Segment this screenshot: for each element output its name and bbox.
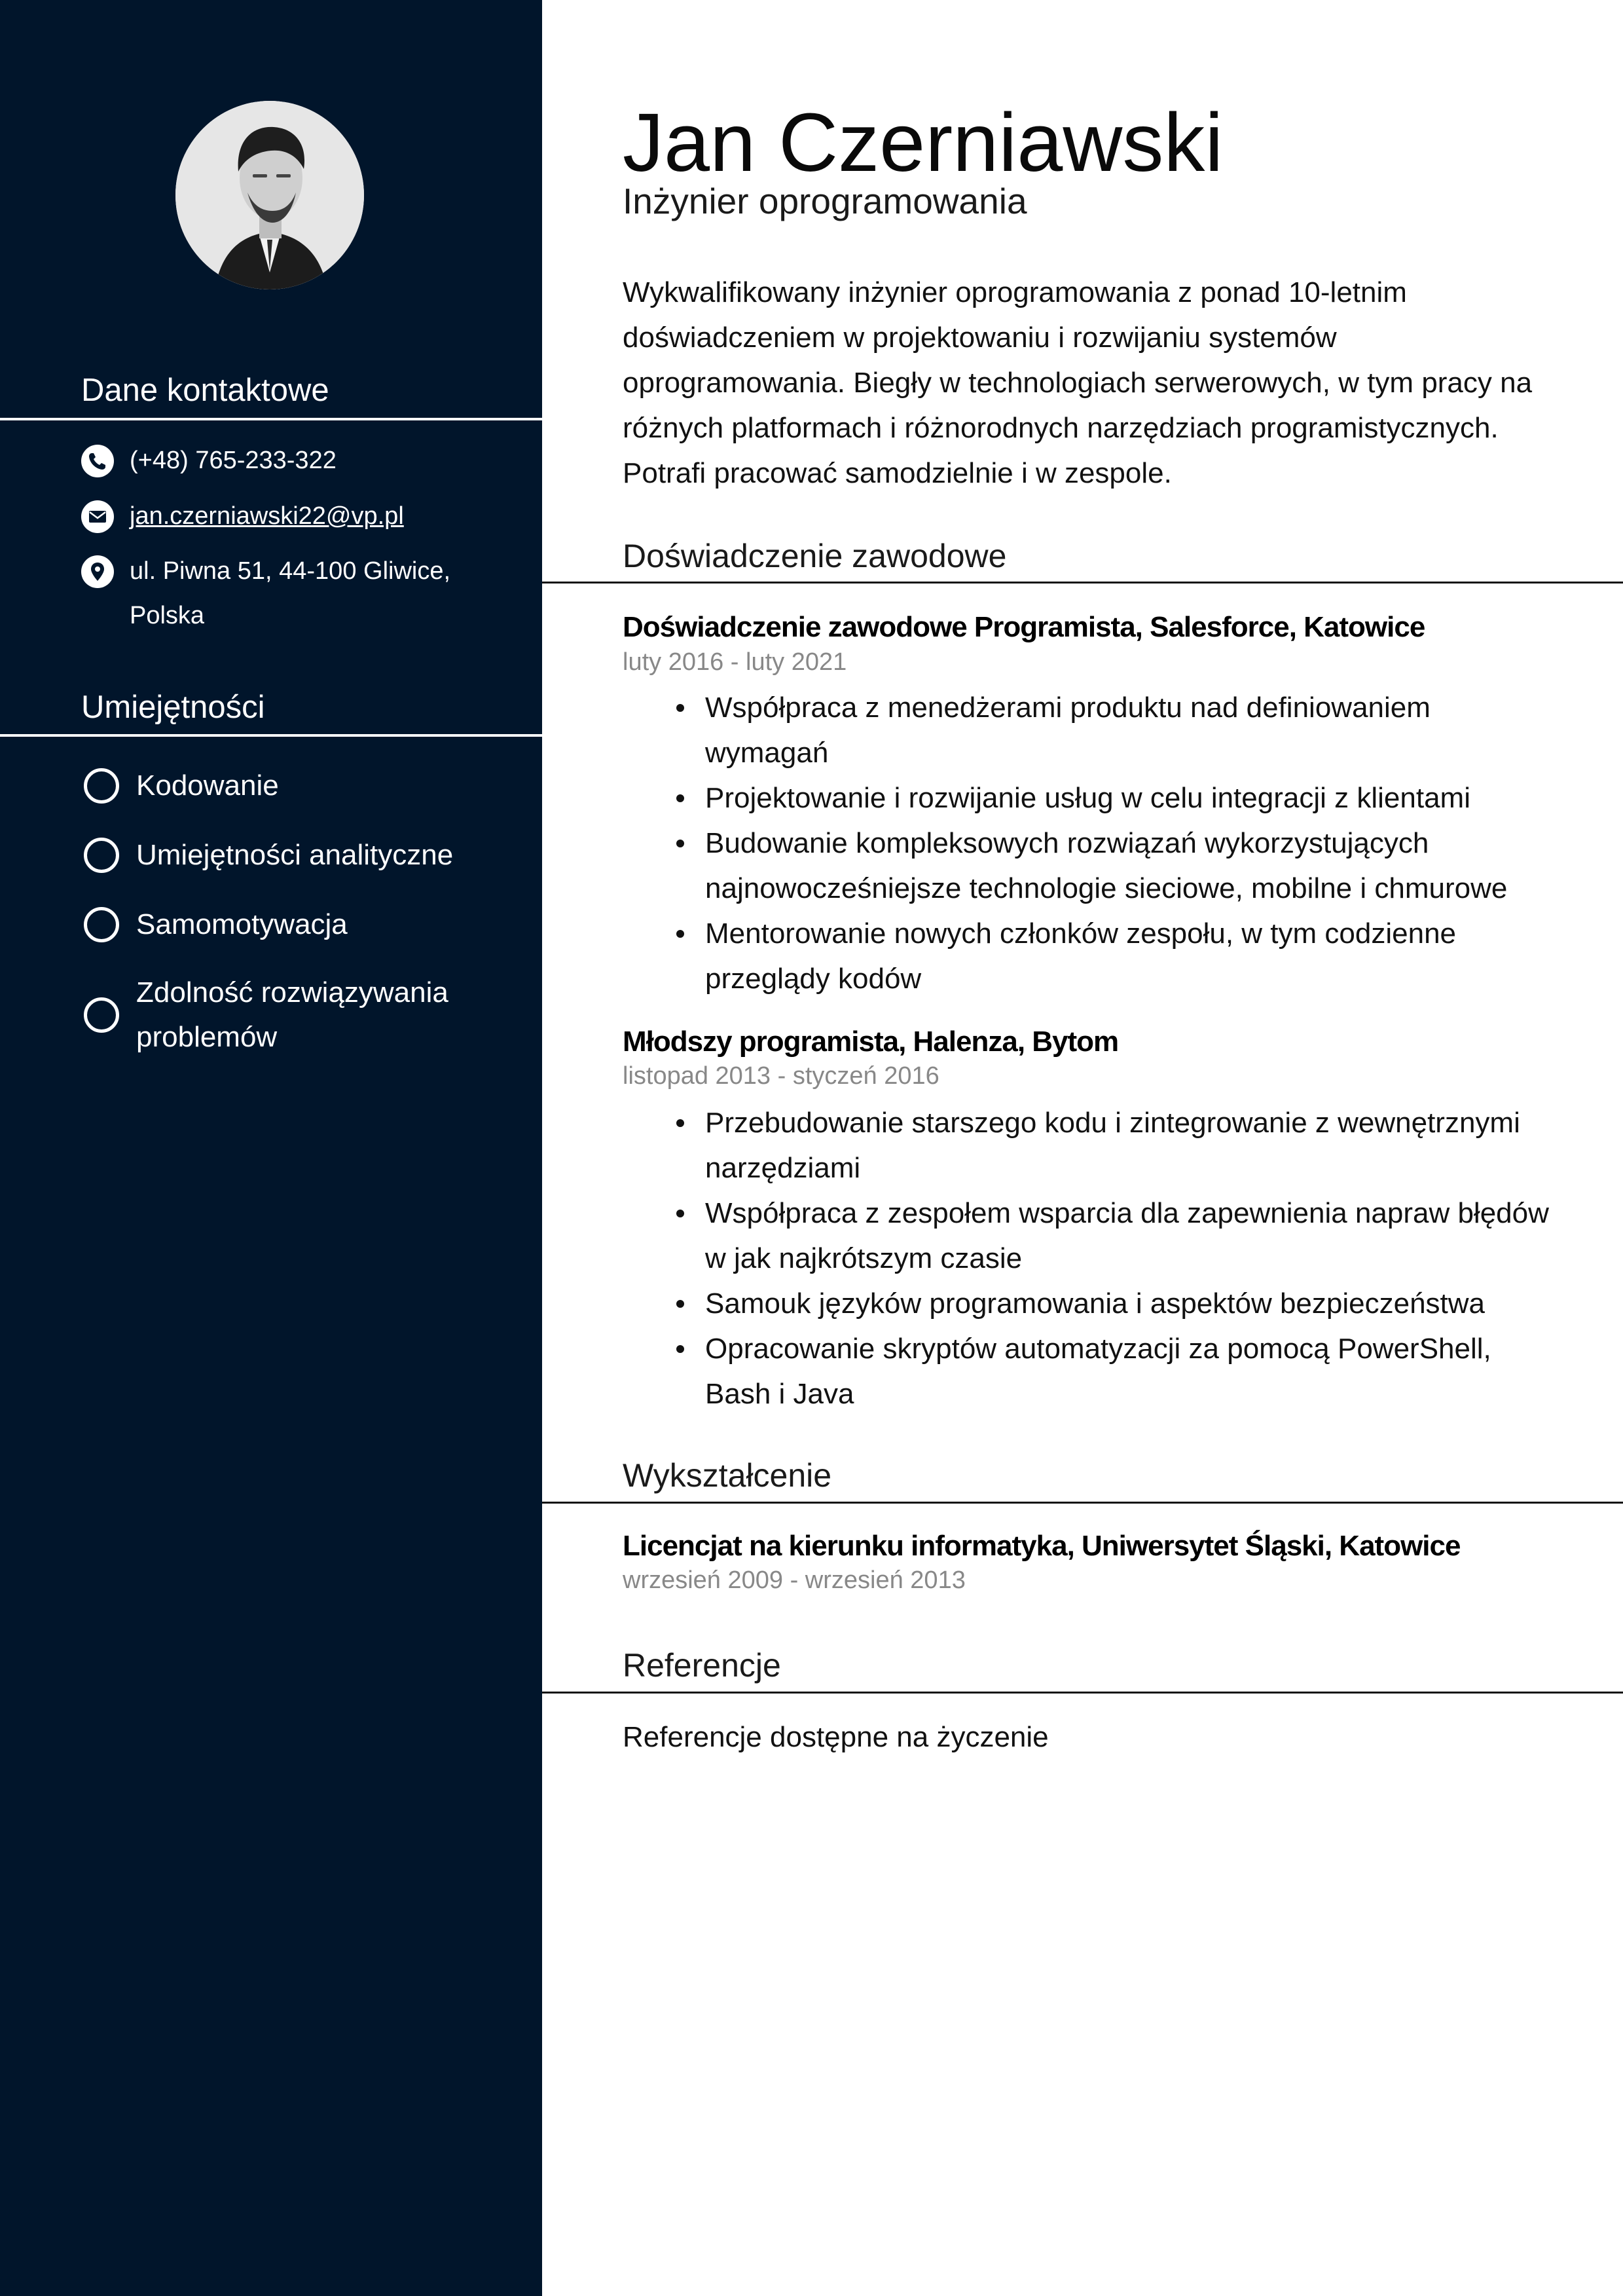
experience-heading: Doświadczenie zawodowe <box>623 538 1007 574</box>
list-item: Samouk języków programowania i aspektów bezpieczeństwa <box>705 1281 1556 1326</box>
references-text: Referencje dostępne na życzenie <box>623 1721 1049 1753</box>
list-item: Opracowanie skryptów automatyzacji za pomocą PowerShell, Bash i Java <box>705 1326 1556 1416</box>
contact-address <box>81 554 500 638</box>
circle-outline-icon <box>84 997 119 1033</box>
skill-item: Kodowanie <box>84 764 516 808</box>
envelope-icon <box>81 500 114 533</box>
job-title: Młodszy programista, Halenza, Bytom <box>623 1026 1119 1058</box>
circle-outline-icon <box>84 838 119 873</box>
profile-summary: Wykwalifikowany inżynier oprogramowania z ponad 10-letnim doświadczeniem w projektowaniu i rozwijaniu systemów oprogramowania. Biegły w technologiach serwerowych, w tym pracy na różnych platformach i różnorodnych narzędziach programistycznych. Potrafi pracować samodzielnie i w zespole. <box>623 276 1533 489</box>
list-item: Współpraca z zespołem wsparcia dla zapewnienia napraw błędów w jak najkrótszym czasie <box>705 1191 1556 1281</box>
job-bullets <box>705 685 1556 1001</box>
skill-item: Umiejętności analityczne <box>84 833 516 878</box>
list-item: Projektowanie i rozwijanie usług w celu integracji z klientami <box>705 775 1556 821</box>
map-pin-icon <box>81 555 114 588</box>
list-item: Budowanie kompleksowych rozwiązań wykorzystujących najnowocześniejsze technologie sieciowe, mobilne i chmurowe <box>705 821 1556 911</box>
education-dates: wrzesień 2009 - wrzesień 2013 <box>623 1566 966 1594</box>
profile-photo <box>175 101 364 289</box>
experience-divider <box>542 582 1623 583</box>
skills-heading: Umiejętności <box>81 690 265 725</box>
job-dates: luty 2016 - luty 2021 <box>623 648 847 676</box>
email-link[interactable]: jan.czerniawski22@vp.pl <box>130 502 404 530</box>
list-item: Współpraca z menedżerami produktu nad definiowaniem wymagań <box>705 685 1556 775</box>
phone-icon <box>81 445 114 477</box>
skill-item: Samomotywacja <box>84 902 516 947</box>
skills-divider <box>0 734 542 737</box>
job-dates: listopad 2013 - styczeń 2016 <box>623 1062 939 1090</box>
contact-email <box>81 499 500 538</box>
address-text: ul. Piwna 51, 44-100 Gliwice, Polska <box>130 557 451 629</box>
job-bullets <box>705 1100 1556 1416</box>
list-item: Mentorowanie nowych członków zespołu, w tym codzienne przeglądy kodów <box>705 911 1556 1001</box>
circle-outline-icon <box>84 907 119 942</box>
skill-item: Zdolność rozwiązywania problemów <box>84 971 516 1060</box>
education-divider <box>542 1502 1623 1504</box>
education-heading: Wykształcenie <box>623 1457 832 1494</box>
contact-heading: Dane kontaktowe <box>81 373 329 408</box>
list-item: Przebudowanie starszego kodu i zintegrowanie z wewnętrznymi narzędziami <box>705 1100 1556 1191</box>
phone-number: (+48) 765-233-322 <box>130 447 337 474</box>
person-role: Inżynier oprogramowania <box>623 181 1027 221</box>
contact-divider <box>0 418 542 420</box>
education-title: Licencjat na kierunku informatyka, Uniwersytet Śląski, Katowice <box>623 1530 1461 1562</box>
references-heading: Referencje <box>623 1647 781 1684</box>
avatar <box>175 101 364 289</box>
references-divider <box>542 1692 1623 1694</box>
sidebar <box>0 0 542 2296</box>
job-title: Doświadczenie zawodowe Programista, Salesforce, Katowice <box>623 611 1425 643</box>
person-name: Jan Czerniawski <box>623 96 1224 189</box>
circle-outline-icon <box>84 768 119 804</box>
contact-phone <box>81 443 500 483</box>
